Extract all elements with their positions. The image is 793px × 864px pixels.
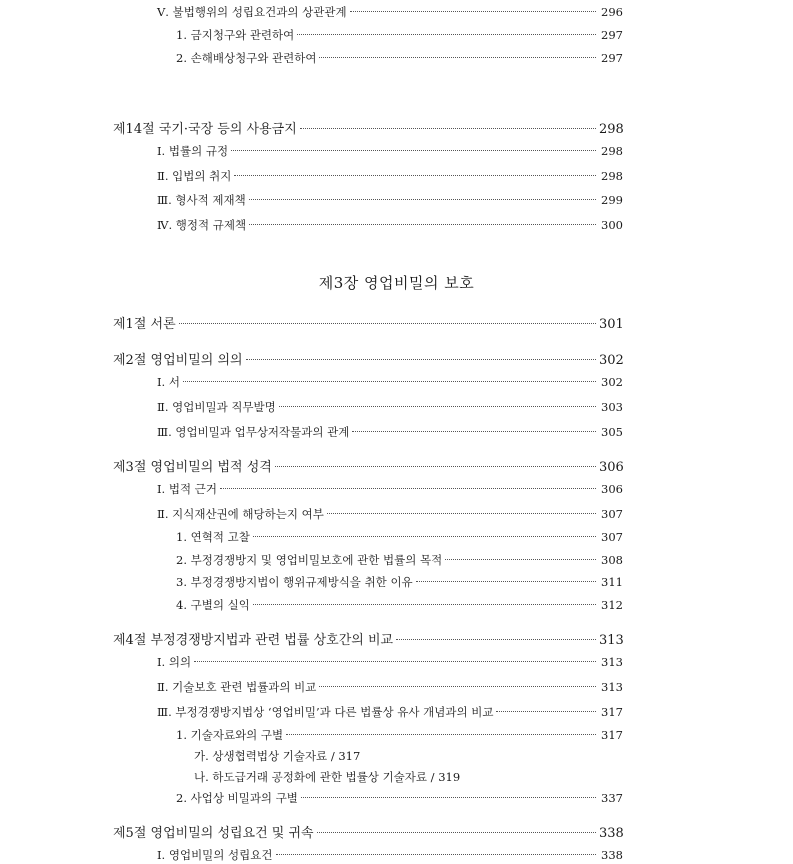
dot-leader bbox=[445, 559, 596, 560]
toc-entry-label: 제3절 영업비밀의 법적 성격 bbox=[113, 460, 272, 475]
toc-section bbox=[113, 313, 623, 332]
dot-leader bbox=[396, 639, 596, 640]
toc-entry-label: 제2절 영업비밀의 의의 bbox=[113, 353, 243, 368]
toc-page-number: 297 bbox=[601, 28, 623, 42]
toc-entry-label: Ⅲ. 형사적 제재책 bbox=[157, 193, 246, 207]
dot-leader bbox=[231, 150, 596, 151]
toc-entry-label: 2. 부정경쟁방지 및 영업비밀보호에 관한 법률의 목적 bbox=[176, 553, 443, 567]
toc-entry-label: Ⅰ. 의의 bbox=[157, 655, 192, 669]
toc-entry bbox=[157, 217, 623, 233]
toc-entry bbox=[157, 481, 623, 497]
toc-entry-label: Ⅱ. 영업비밀과 직무발명 bbox=[157, 400, 276, 414]
toc-section bbox=[113, 456, 623, 475]
toc-section bbox=[113, 822, 623, 841]
toc-entry-label: 제1절 서론 bbox=[113, 317, 176, 332]
toc-page-number: 298 bbox=[601, 144, 623, 158]
toc-entry bbox=[157, 4, 623, 20]
toc-entry bbox=[176, 790, 623, 806]
toc-section bbox=[113, 118, 623, 137]
toc-entry-label: Ⅴ. 불법행위의 성립요건과의 상관관계 bbox=[157, 5, 347, 19]
toc-entry-label: 2. 손해배상청구와 관련하여 bbox=[176, 51, 317, 65]
dot-leader bbox=[249, 199, 596, 200]
toc-entry-label: Ⅰ. 영업비밀의 성립요건 bbox=[157, 848, 273, 862]
toc-page-number: 317 bbox=[601, 728, 623, 742]
chapter-title: 제3장 영업비밀의 보호 bbox=[318, 274, 475, 292]
toc-page-number: 306 bbox=[599, 460, 624, 475]
toc-entry-label: 나. 하도급거래 공정화에 관한 법률상 기술자료 / 319 bbox=[194, 770, 461, 784]
dot-leader bbox=[319, 686, 596, 687]
dot-leader bbox=[220, 488, 596, 489]
toc-entry bbox=[176, 50, 623, 66]
toc-entry bbox=[157, 424, 623, 440]
toc-entry-label: 1. 금지청구와 관련하여 bbox=[176, 28, 295, 42]
toc-page-number: 296 bbox=[601, 5, 623, 19]
dot-leader bbox=[327, 513, 596, 514]
toc-page-number: 312 bbox=[601, 598, 623, 612]
toc-page-number: 298 bbox=[599, 122, 624, 137]
toc-entry bbox=[176, 529, 623, 545]
toc-entry-label: 제5절 영업비밀의 성립요건 및 귀속 bbox=[113, 826, 314, 841]
toc-entry bbox=[157, 374, 623, 390]
toc-entry-label: 3. 부정경쟁방지법이 행위규제방식을 취한 이유 bbox=[176, 575, 413, 589]
toc-entry bbox=[157, 654, 623, 670]
toc-entry bbox=[176, 552, 623, 568]
toc-entry bbox=[157, 506, 623, 522]
toc-page-number: 299 bbox=[601, 193, 623, 207]
toc-entry-label: Ⅲ. 부정경쟁방지법상 ‘영업비밀’과 다른 법률상 유사 개념과의 비교 bbox=[157, 705, 494, 719]
dot-leader bbox=[253, 536, 596, 537]
toc-entry bbox=[176, 597, 623, 613]
toc-entry bbox=[176, 727, 623, 743]
dot-leader bbox=[183, 381, 596, 382]
dot-leader bbox=[286, 734, 596, 735]
dot-leader bbox=[253, 604, 596, 605]
dot-leader bbox=[276, 854, 597, 855]
dot-leader bbox=[179, 323, 596, 324]
dot-leader bbox=[249, 224, 596, 225]
toc-entry-label: Ⅰ. 서 bbox=[157, 375, 180, 389]
toc-page-number: 302 bbox=[601, 375, 623, 389]
dot-leader bbox=[301, 797, 596, 798]
toc-page-number: 313 bbox=[601, 680, 623, 694]
toc-entry bbox=[157, 192, 623, 208]
dot-leader bbox=[246, 359, 596, 360]
toc-page-number: 297 bbox=[601, 51, 623, 65]
toc-entry-label: 1. 기술자료와의 구별 bbox=[176, 728, 284, 742]
toc-entry bbox=[194, 748, 623, 764]
dot-leader bbox=[194, 661, 596, 662]
toc-entry bbox=[176, 574, 623, 590]
toc-entry-label: 제14절 국기·국장 등의 사용금지 bbox=[113, 122, 297, 137]
toc-page-number: 338 bbox=[601, 848, 623, 862]
toc-entry-label: Ⅱ. 입법의 취지 bbox=[157, 169, 232, 183]
toc-entry-label: 1. 연혁적 고찰 bbox=[176, 530, 250, 544]
toc-page-number: 305 bbox=[601, 425, 623, 439]
toc-entry-label: 제4절 부정경쟁방지법과 관련 법률 상호간의 비교 bbox=[113, 633, 394, 648]
dot-leader bbox=[234, 175, 596, 176]
toc-entry-label: Ⅱ. 기술보호 관련 법률과의 비교 bbox=[157, 680, 317, 694]
toc-entry-label: Ⅲ. 영업비밀과 업무상저작물과의 관계 bbox=[157, 425, 350, 439]
toc-page-number: 337 bbox=[601, 791, 623, 805]
toc-entry-label: 4. 구별의 실익 bbox=[176, 598, 250, 612]
dot-leader bbox=[317, 832, 596, 833]
toc-page-number: 302 bbox=[599, 353, 624, 368]
toc-page-number: 311 bbox=[601, 575, 623, 589]
toc-entry bbox=[157, 168, 623, 184]
toc-entry-label: Ⅰ. 법적 근거 bbox=[157, 482, 217, 496]
toc-page-number: 301 bbox=[599, 317, 624, 332]
toc-page-number: 308 bbox=[601, 553, 623, 567]
toc-entry bbox=[157, 847, 623, 863]
toc-entry-label: Ⅳ. 행정적 규제책 bbox=[157, 218, 247, 232]
toc-entry bbox=[194, 769, 623, 785]
dot-leader bbox=[300, 128, 596, 129]
toc-section bbox=[113, 629, 623, 648]
toc-page-number: 307 bbox=[601, 507, 623, 521]
dot-leader bbox=[297, 34, 596, 35]
toc-entry bbox=[157, 143, 623, 159]
dot-leader bbox=[279, 406, 596, 407]
toc-entry-label: Ⅰ. 법률의 규정 bbox=[157, 144, 229, 158]
toc-entry-label: 가. 상생협력법상 기술자료 / 317 bbox=[194, 749, 361, 763]
toc-entry bbox=[157, 679, 623, 695]
dot-leader bbox=[319, 57, 596, 58]
dot-leader bbox=[416, 581, 596, 582]
toc-entry-label: 2. 사업상 비밀과의 구별 bbox=[176, 791, 298, 805]
toc-section bbox=[113, 349, 623, 368]
toc-page-number: 306 bbox=[601, 482, 623, 496]
toc-entry bbox=[157, 704, 623, 720]
toc-page-number: 307 bbox=[601, 530, 623, 544]
dot-leader bbox=[352, 431, 596, 432]
toc-page-number: 313 bbox=[601, 655, 623, 669]
toc-page-number: 298 bbox=[601, 169, 623, 183]
toc-entry bbox=[176, 27, 623, 43]
toc-page-number: 317 bbox=[601, 705, 623, 719]
toc-entry bbox=[157, 399, 623, 415]
toc-page-number: 313 bbox=[599, 633, 624, 648]
dot-leader bbox=[496, 711, 596, 712]
toc-page-number: 338 bbox=[599, 826, 624, 841]
dot-leader bbox=[350, 11, 596, 12]
toc-page-number: 300 bbox=[601, 218, 623, 232]
toc-page-number: 303 bbox=[601, 400, 623, 414]
toc-entry-label: Ⅱ. 지식재산권에 해당하는지 여부 bbox=[157, 507, 324, 521]
dot-leader bbox=[275, 466, 596, 467]
